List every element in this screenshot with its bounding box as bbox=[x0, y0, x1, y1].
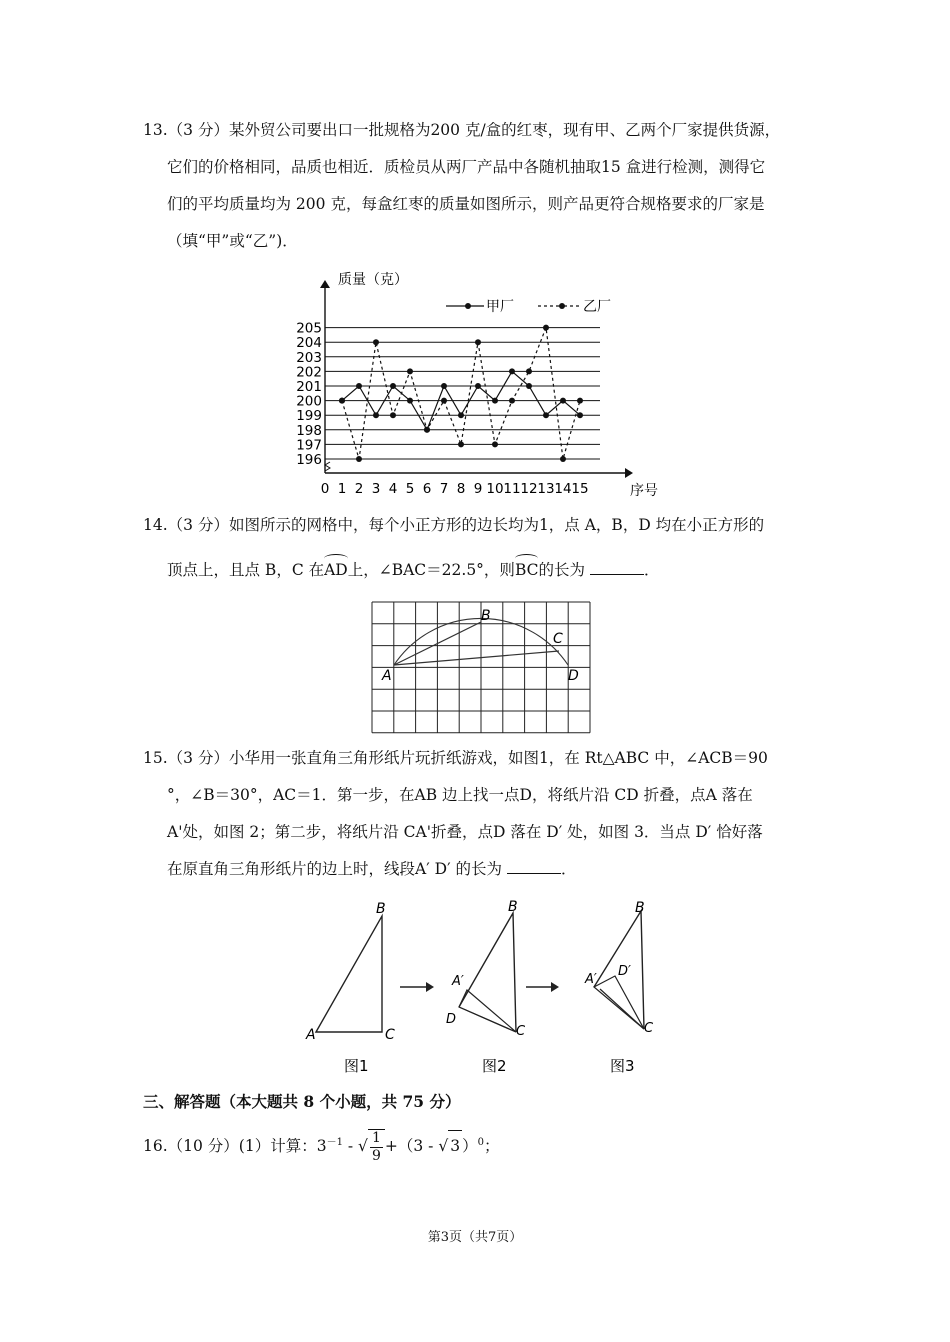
frac-numerator: 1 bbox=[371, 1130, 381, 1147]
fig2-caption: 图2 bbox=[482, 1057, 507, 1075]
x-tick-label: 5 bbox=[405, 481, 415, 497]
q13-line-2: 它们的价格相同，品质也相近．质检员从两厂产品中各随机抽取15 盒进行检测，测得它 bbox=[167, 158, 766, 176]
q15-text: 在原直角三角形纸片的边上时，线段A′ D′ 的长为 bbox=[167, 860, 503, 878]
arc-ad: AD bbox=[324, 552, 348, 589]
series-line-2 bbox=[342, 328, 580, 459]
data-point bbox=[475, 383, 481, 389]
question-16 bbox=[143, 1128, 499, 1165]
q13-line-3: 们的平均质量均为 200 克，每盒红枣的质量如图所示，则产品更符合规格要求的厂家是 bbox=[167, 195, 765, 213]
data-point bbox=[526, 383, 532, 389]
y-tick-label: 203 bbox=[296, 349, 322, 366]
triangle-figures bbox=[296, 895, 676, 1085]
y-tick-label: 198 bbox=[296, 422, 322, 439]
data-point bbox=[560, 456, 566, 462]
x-tick-label: 3 bbox=[371, 481, 381, 497]
question-15 bbox=[143, 740, 803, 888]
sqrt-sign: √ bbox=[358, 1137, 368, 1156]
fig1-label-b: B bbox=[376, 901, 386, 917]
fig2-label-ap: A′ bbox=[452, 974, 464, 989]
data-point bbox=[373, 412, 379, 418]
x-tick-label: 4 bbox=[388, 481, 398, 497]
data-point bbox=[390, 383, 396, 389]
data-point bbox=[373, 339, 379, 345]
data-point bbox=[526, 368, 532, 374]
fig2-label-d: D bbox=[446, 1012, 457, 1027]
q16-fraction bbox=[368, 1129, 385, 1165]
q16-sqrt3: 3 bbox=[448, 1130, 462, 1161]
fig3-label-c: C bbox=[644, 1021, 654, 1036]
x-tick-label: 15 bbox=[571, 481, 589, 497]
data-point bbox=[407, 368, 413, 374]
data-point bbox=[424, 427, 430, 433]
y-tick-label: 201 bbox=[296, 379, 322, 395]
grid-label-a: A bbox=[382, 668, 392, 684]
data-point bbox=[441, 398, 447, 404]
data-point bbox=[339, 398, 345, 404]
fig1-caption: 图1 bbox=[344, 1057, 369, 1075]
grid-figure bbox=[368, 600, 593, 735]
grid-label-c: C bbox=[553, 631, 563, 647]
data-point bbox=[543, 412, 549, 418]
q16-plus: +（3 - bbox=[384, 1137, 439, 1156]
data-point bbox=[492, 398, 498, 404]
x-tick-label: 13 bbox=[537, 481, 555, 497]
data-point bbox=[543, 325, 549, 331]
fig3-label-b: B bbox=[635, 900, 645, 916]
answer-blank-14[interactable] bbox=[590, 560, 644, 575]
y-tick-label: 200 bbox=[296, 393, 322, 410]
y-tick-label: 199 bbox=[296, 408, 322, 425]
question-14 bbox=[143, 507, 803, 589]
y-tick-label: 196 bbox=[296, 452, 322, 468]
fig2-label-c: C bbox=[516, 1024, 526, 1039]
q16-close: ） bbox=[462, 1137, 478, 1156]
mass-line-chart bbox=[290, 266, 670, 500]
section-heading: 三、解答题（本大题共 8 个小题，共 75 分） bbox=[143, 1092, 461, 1111]
data-point bbox=[577, 398, 583, 404]
page-footer: 第3页（共7页） bbox=[427, 1230, 523, 1245]
chart-xlabel: 序号 bbox=[630, 483, 658, 499]
q14-line-1: 14.（3 分）如图所示的网格中，每个小正方形的边长均为1，点 A，B，D 均在小正方形的 bbox=[143, 516, 765, 534]
fig3-cap bbox=[600, 989, 644, 1029]
grid-label-d: D bbox=[568, 668, 579, 684]
data-point bbox=[458, 412, 464, 418]
fig1-label-a: A bbox=[306, 1027, 316, 1043]
q16-end: ； bbox=[483, 1137, 500, 1156]
x-axis-arrow bbox=[625, 468, 633, 478]
q16-exponent-0: 0 bbox=[477, 1137, 484, 1148]
fig2-triangle bbox=[459, 913, 516, 1032]
x-tick-label: 12 bbox=[520, 481, 538, 497]
x-tick-label: 0 bbox=[320, 481, 330, 497]
data-point bbox=[356, 456, 362, 462]
fig1-triangle bbox=[316, 916, 382, 1032]
q14-text-a: 顶点上，且点 B，C 在 bbox=[167, 561, 325, 579]
q16-exponent: －1 bbox=[326, 1137, 343, 1148]
fig1-label-c: C bbox=[385, 1027, 395, 1043]
data-point bbox=[356, 383, 362, 389]
data-point bbox=[509, 398, 515, 404]
y-axis-arrow bbox=[320, 280, 330, 288]
axis-break bbox=[325, 462, 330, 471]
data-point bbox=[407, 398, 413, 404]
answer-blank-15[interactable] bbox=[507, 859, 561, 874]
data-point bbox=[390, 412, 396, 418]
y-tick-label: 202 bbox=[296, 364, 322, 381]
x-tick-label: 10 bbox=[486, 481, 504, 497]
y-tick-label: 205 bbox=[296, 320, 322, 337]
legend-series-2: 乙厂 bbox=[583, 299, 611, 315]
data-point bbox=[560, 398, 566, 404]
arrow-1-head bbox=[426, 982, 434, 992]
data-point bbox=[492, 441, 498, 447]
fig3-fold bbox=[594, 976, 644, 1029]
grid-label-b: B bbox=[481, 608, 491, 624]
q13-line-4: （填“甲”或“乙”)． bbox=[167, 232, 298, 250]
x-tick-label: 9 bbox=[473, 481, 483, 497]
x-tick-label: 2 bbox=[354, 481, 364, 497]
chart-ylabel: 质量（克） bbox=[338, 272, 408, 288]
q15-end: ． bbox=[560, 860, 577, 878]
q14-end: ． bbox=[643, 561, 660, 579]
x-tick-label: 14 bbox=[554, 481, 572, 497]
y-tick-label: 204 bbox=[296, 335, 322, 352]
fig2-cd bbox=[459, 1007, 516, 1032]
fig3-label-dp: D′ bbox=[618, 964, 631, 979]
q15-line-4 bbox=[143, 851, 803, 888]
q14-line-2 bbox=[143, 552, 803, 589]
q14-text-b: 上，∠BAC＝22.5°，则 bbox=[347, 561, 515, 579]
fig3-label-ap: A′ bbox=[585, 972, 597, 987]
q13-line-1: 13.（3 分）某外贸公司要出口一批规格为200 克/盒的红枣，现有甲、乙两个厂家提供货源， bbox=[143, 121, 781, 139]
x-tick-label: 6 bbox=[422, 481, 432, 497]
question-13 bbox=[143, 112, 803, 260]
q16-prefix: 16.（10 分）(1）计算：3 bbox=[143, 1137, 327, 1156]
fig2-label-b: B bbox=[508, 899, 518, 915]
legend-series-1: 甲厂 bbox=[486, 299, 514, 315]
x-tick-label: 1 bbox=[337, 481, 347, 497]
q15-line-3: A'处，如图 2；第二步，将纸片沿 CA'折叠，点D 落在 D′ 处，如图 3．当点 D′ 恰好落 bbox=[167, 823, 763, 841]
sqrt-sign-2: √ bbox=[438, 1137, 449, 1156]
q15-line-1: 15.（3 分）小华用一张直角三角形纸片玩折纸游戏，如图1，在 Rt△ABC 中，∠ACB＝90 bbox=[143, 749, 768, 767]
q14-text-c: 的长为 bbox=[538, 561, 585, 579]
arrow-2-head bbox=[551, 982, 559, 992]
x-tick-label: 11 bbox=[503, 481, 521, 497]
data-point bbox=[509, 368, 515, 374]
x-tick-label: 7 bbox=[439, 481, 449, 497]
y-tick-label: 197 bbox=[296, 437, 322, 454]
x-tick-label: 8 bbox=[456, 481, 466, 497]
data-point bbox=[475, 339, 481, 345]
data-point bbox=[577, 412, 583, 418]
arc-bc: BC bbox=[515, 552, 539, 589]
data-point bbox=[458, 441, 464, 447]
data-point bbox=[441, 383, 447, 389]
q15-line-2: °，∠B＝30°，AC＝1．第一步，在AB 边上找一点D，将纸片沿 CD 折叠，点A 落在 bbox=[167, 786, 753, 804]
frac-denominator: 9 bbox=[371, 1148, 381, 1165]
q16-minus: - bbox=[342, 1137, 359, 1156]
fig3-caption: 图3 bbox=[610, 1057, 635, 1075]
